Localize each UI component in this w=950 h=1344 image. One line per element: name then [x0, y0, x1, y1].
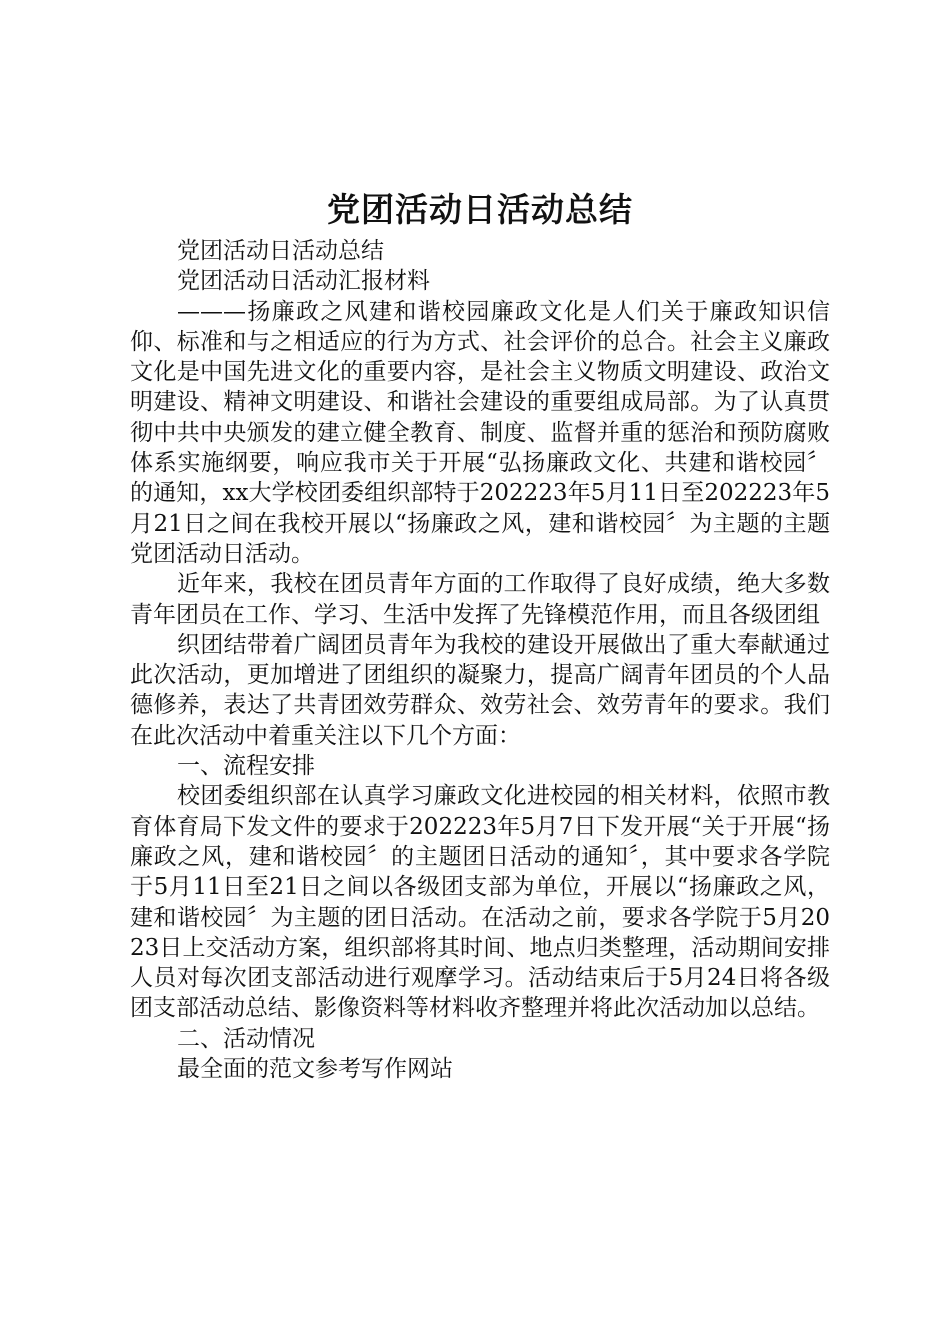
paragraph-unity: 织团结带着广阔团员青年为我校的建设开展做出了重大奉献通过此次活动，更加增进了团组织的凝聚力，提高广阔青年团员的个人品德修养，表达了共青团效劳群众、效劳社会、效劳青年的要求。我们在此次活动中着重关注以下几个方面：	[130, 631, 830, 749]
paragraph-process: 校团委组织部在认真学习廉政文化进校园的相关材料，依照市教育体育局下发文件的要求于202223年5月7日下发开展“关于开展“扬廉政之风，建和谐校园〞的主题团日活动的通知〞，其中要求各学院于5月11日至21日之间以各级团支部为单位，开展以“扬廉政之风，建和谐校园〞为主题的团日活动。在活动之前，要求各学院于5月2023日上交活动方案，组织部将其时间、地点归类整理，活动期间安排人员对每次团支部活动进行观摩学习。活动结束后于5月24日将各级团支部活动总结、影像资料等材料收齐整理并将此次活动加以总结。	[130, 783, 830, 1022]
paragraph-footer-note: 最全面的范文参考写作网站	[177, 1056, 453, 1083]
paragraph-intro: ———扬廉政之风建和谐校园廉政文化是人们关于廉政知识信仰、标准和与之相适应的行为方式、社会评价的总合。社会主义廉政文化是中国先进文化的重要内容，是社会主义物质文明建设、政治文明建设、精神文明建设、和谐社会建设的重要组成局部。为了认真贯彻中共中央颁发的建立健全教育、制度、监督并重的惩治和预防腐败体系实施纲要，响应我市关于开展“弘扬廉政文化、共建和谐校园〞的通知，xx大学校团委组织部特于202223年5月11日至202223年5月21日之间在我校开展以“扬廉政之风，建和谐校园〞为主题的主题党团活动日活动。	[130, 298, 830, 567]
section-heading-activity: 二、活动情况	[177, 1025, 315, 1052]
paragraph-report-title: 党团活动日活动汇报材料	[177, 268, 430, 295]
document-title: 党团活动日活动总结	[327, 190, 633, 229]
document-page	[130, 186, 830, 1084]
paragraph-subtitle: 党团活动日活动总结	[177, 238, 384, 264]
section-heading-process: 一、流程安排	[177, 753, 315, 780]
paragraph-recent-years: 近年来，我校在团员青年方面的工作取得了良好成绩，绝大多数青年团员在工作、学习、生活中发挥了先锋模范作用，而且各级团组	[130, 571, 830, 628]
